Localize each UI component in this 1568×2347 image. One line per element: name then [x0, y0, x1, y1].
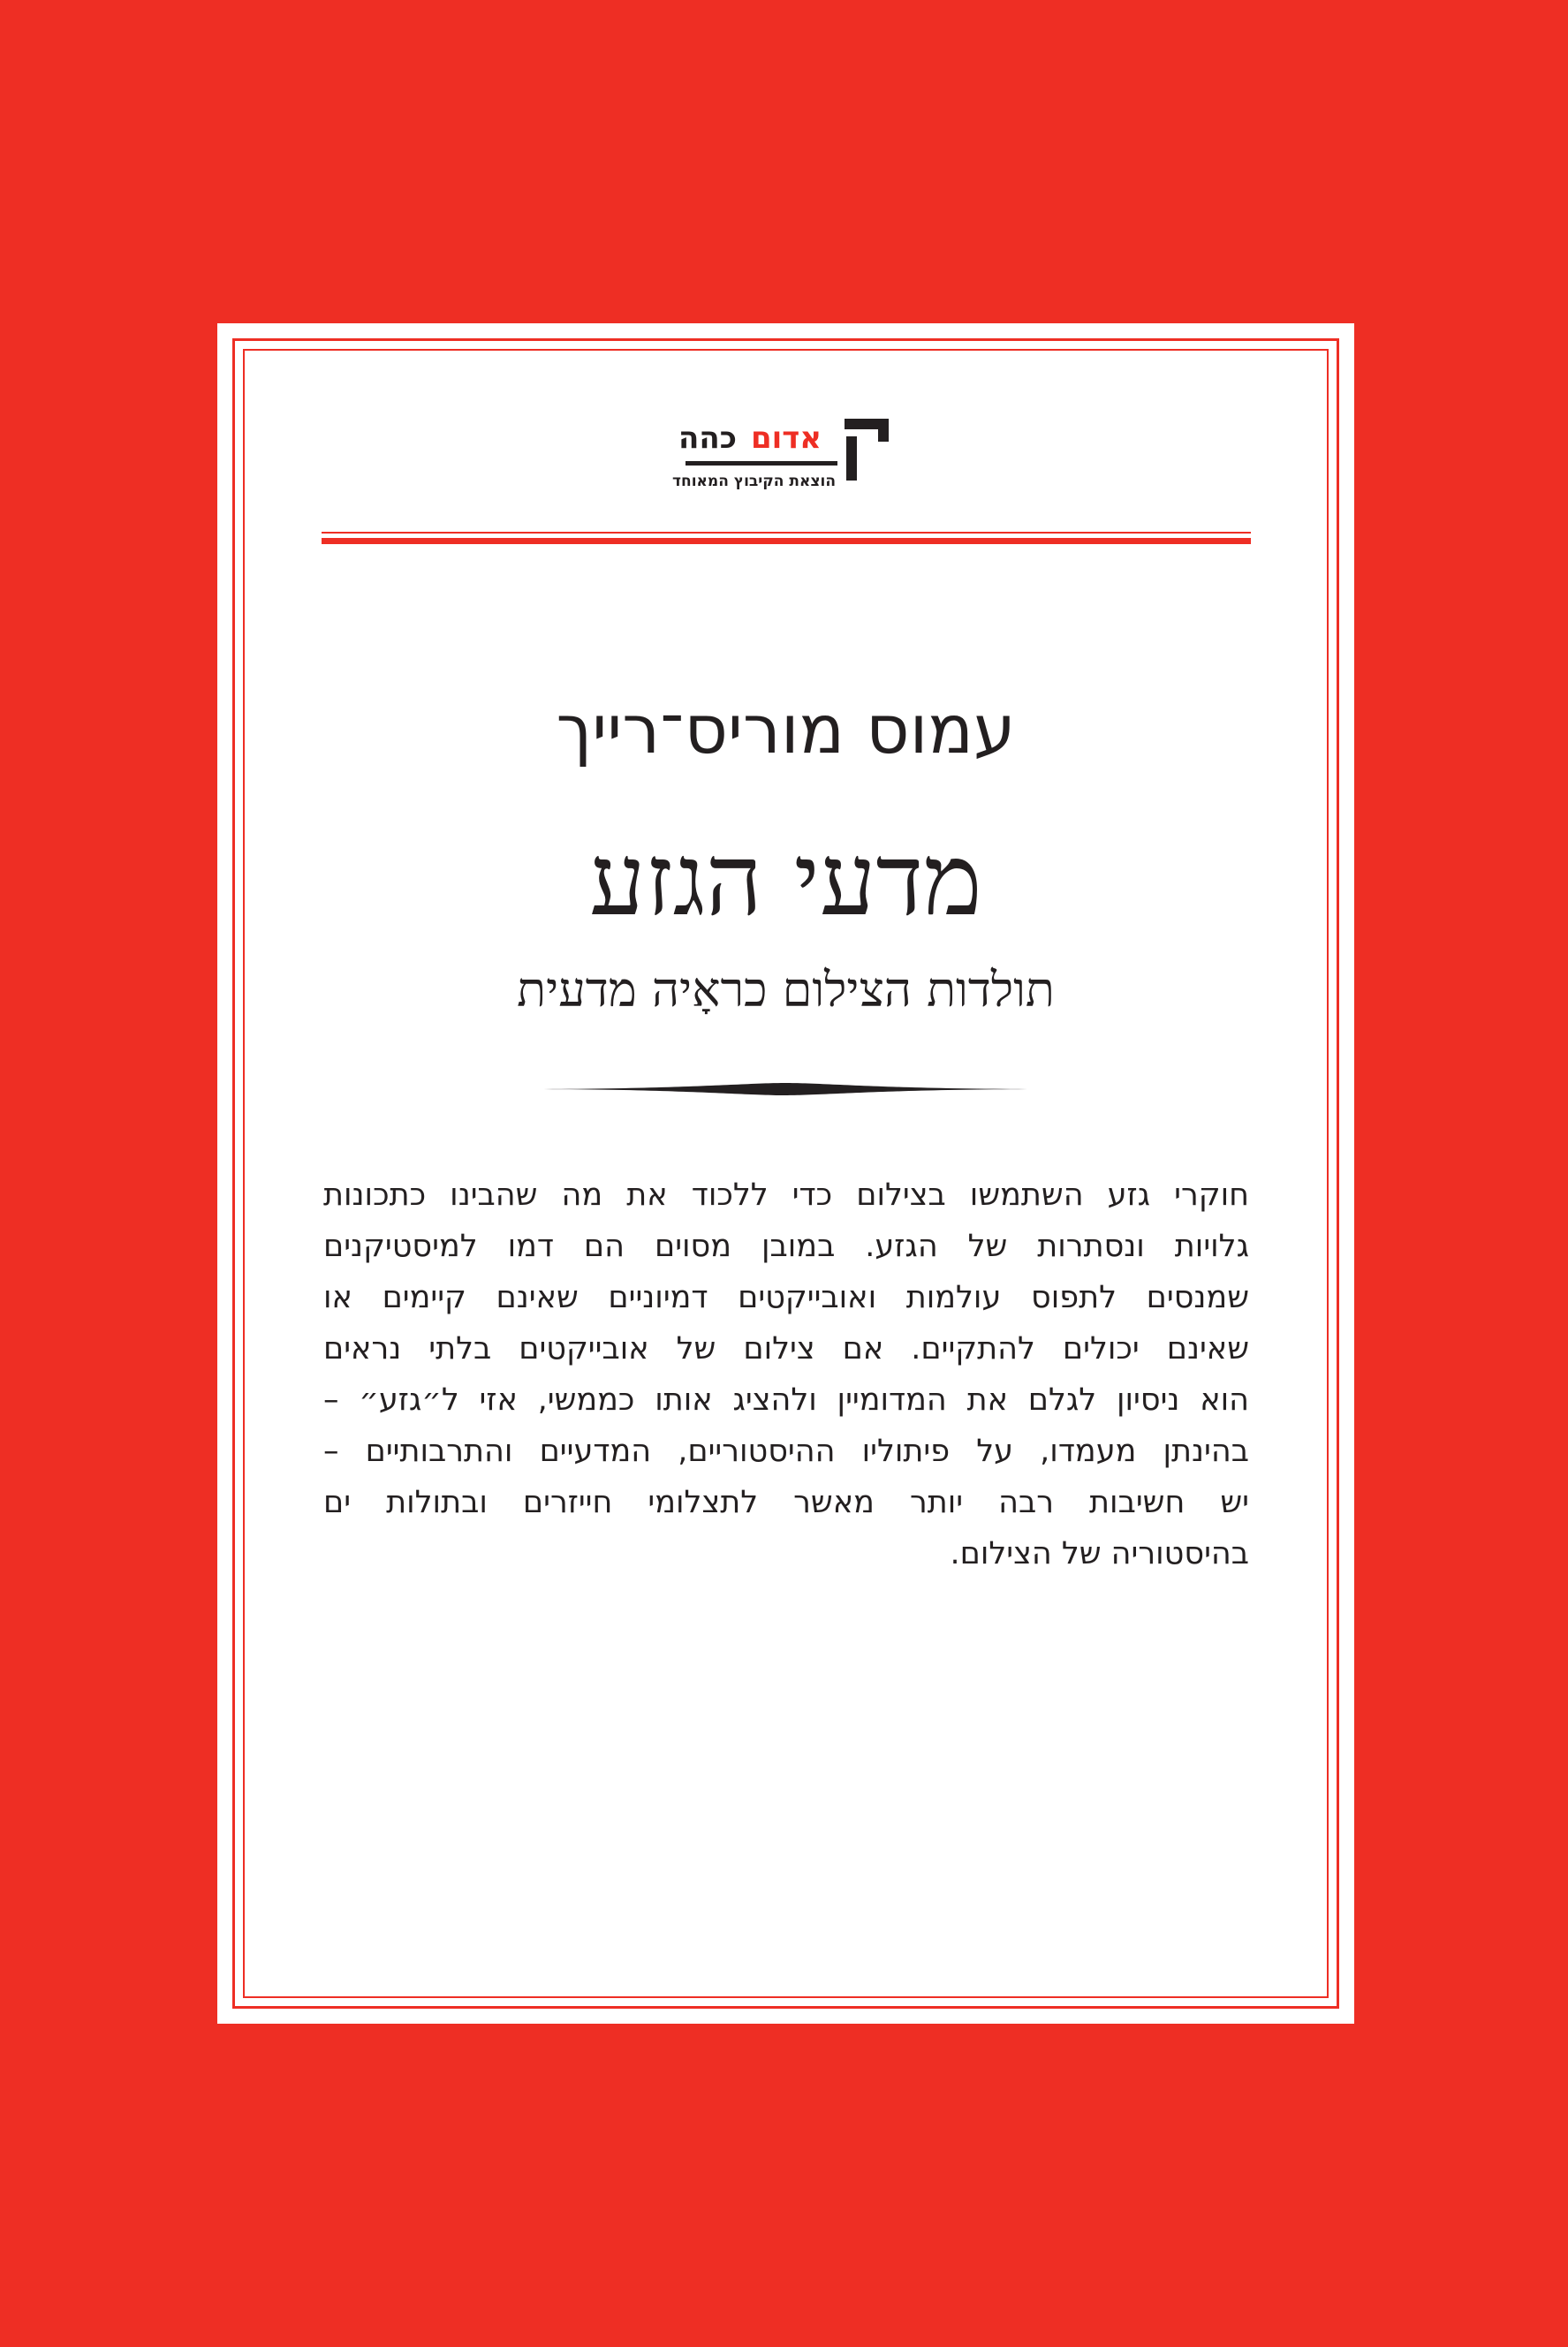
publisher-logo-mark — [841, 415, 892, 481]
blurb-line: בהינתן מעמדו, על פיתוליו ההיסטוריים, המדעיים והתרבותיים – — [323, 1434, 1249, 1469]
blurb-line: בהיסטוריה של הצילום. — [950, 1536, 1249, 1571]
blurb-line: גלויות ונסתרות של הגזע. במובן מסוים הם דמו למיסטיקנים — [323, 1229, 1249, 1264]
header-divider — [322, 532, 1251, 544]
publisher-imprint: הוצאת הקיבוץ המאוחד — [672, 473, 836, 490]
book-subtitle: תולדות הצילום כראָיה מדעית — [517, 962, 1055, 1018]
blurb-line: הוא ניסיון לגלם את המדומיין ולהציג אותו כממשי, אזי ל״גזע״ – — [323, 1382, 1249, 1418]
blurb-line: שאינם יכולים להתקיים. אם צילום של אובייקטים בלתי נראים — [323, 1331, 1249, 1367]
publisher-logo — [672, 415, 896, 505]
author-name: עמוס מוריס־רייך — [556, 690, 1016, 768]
logo-underline — [686, 461, 837, 466]
series-name-dark: כהה — [678, 420, 737, 456]
book-title: מדעי הגזע — [589, 823, 982, 938]
title-ornament-rule — [525, 1083, 1046, 1095]
blurb-line: יש חשיבות רבה יותר מאשר לתצלומי חייזרים ובתולות ים — [323, 1485, 1249, 1520]
blurb-line: חוקרי גזע השתמשו בצילום כדי ללכוד את מה שהבינו כתכונות — [323, 1177, 1249, 1213]
series-name-red: אדום — [750, 420, 822, 456]
blurb-line: שמנסים לתפוס עולמות ואובייקטים דמיוניים שאינם קיימים או — [323, 1280, 1249, 1315]
cover-panel — [217, 323, 1354, 2024]
back-blurb — [323, 1170, 1249, 1579]
